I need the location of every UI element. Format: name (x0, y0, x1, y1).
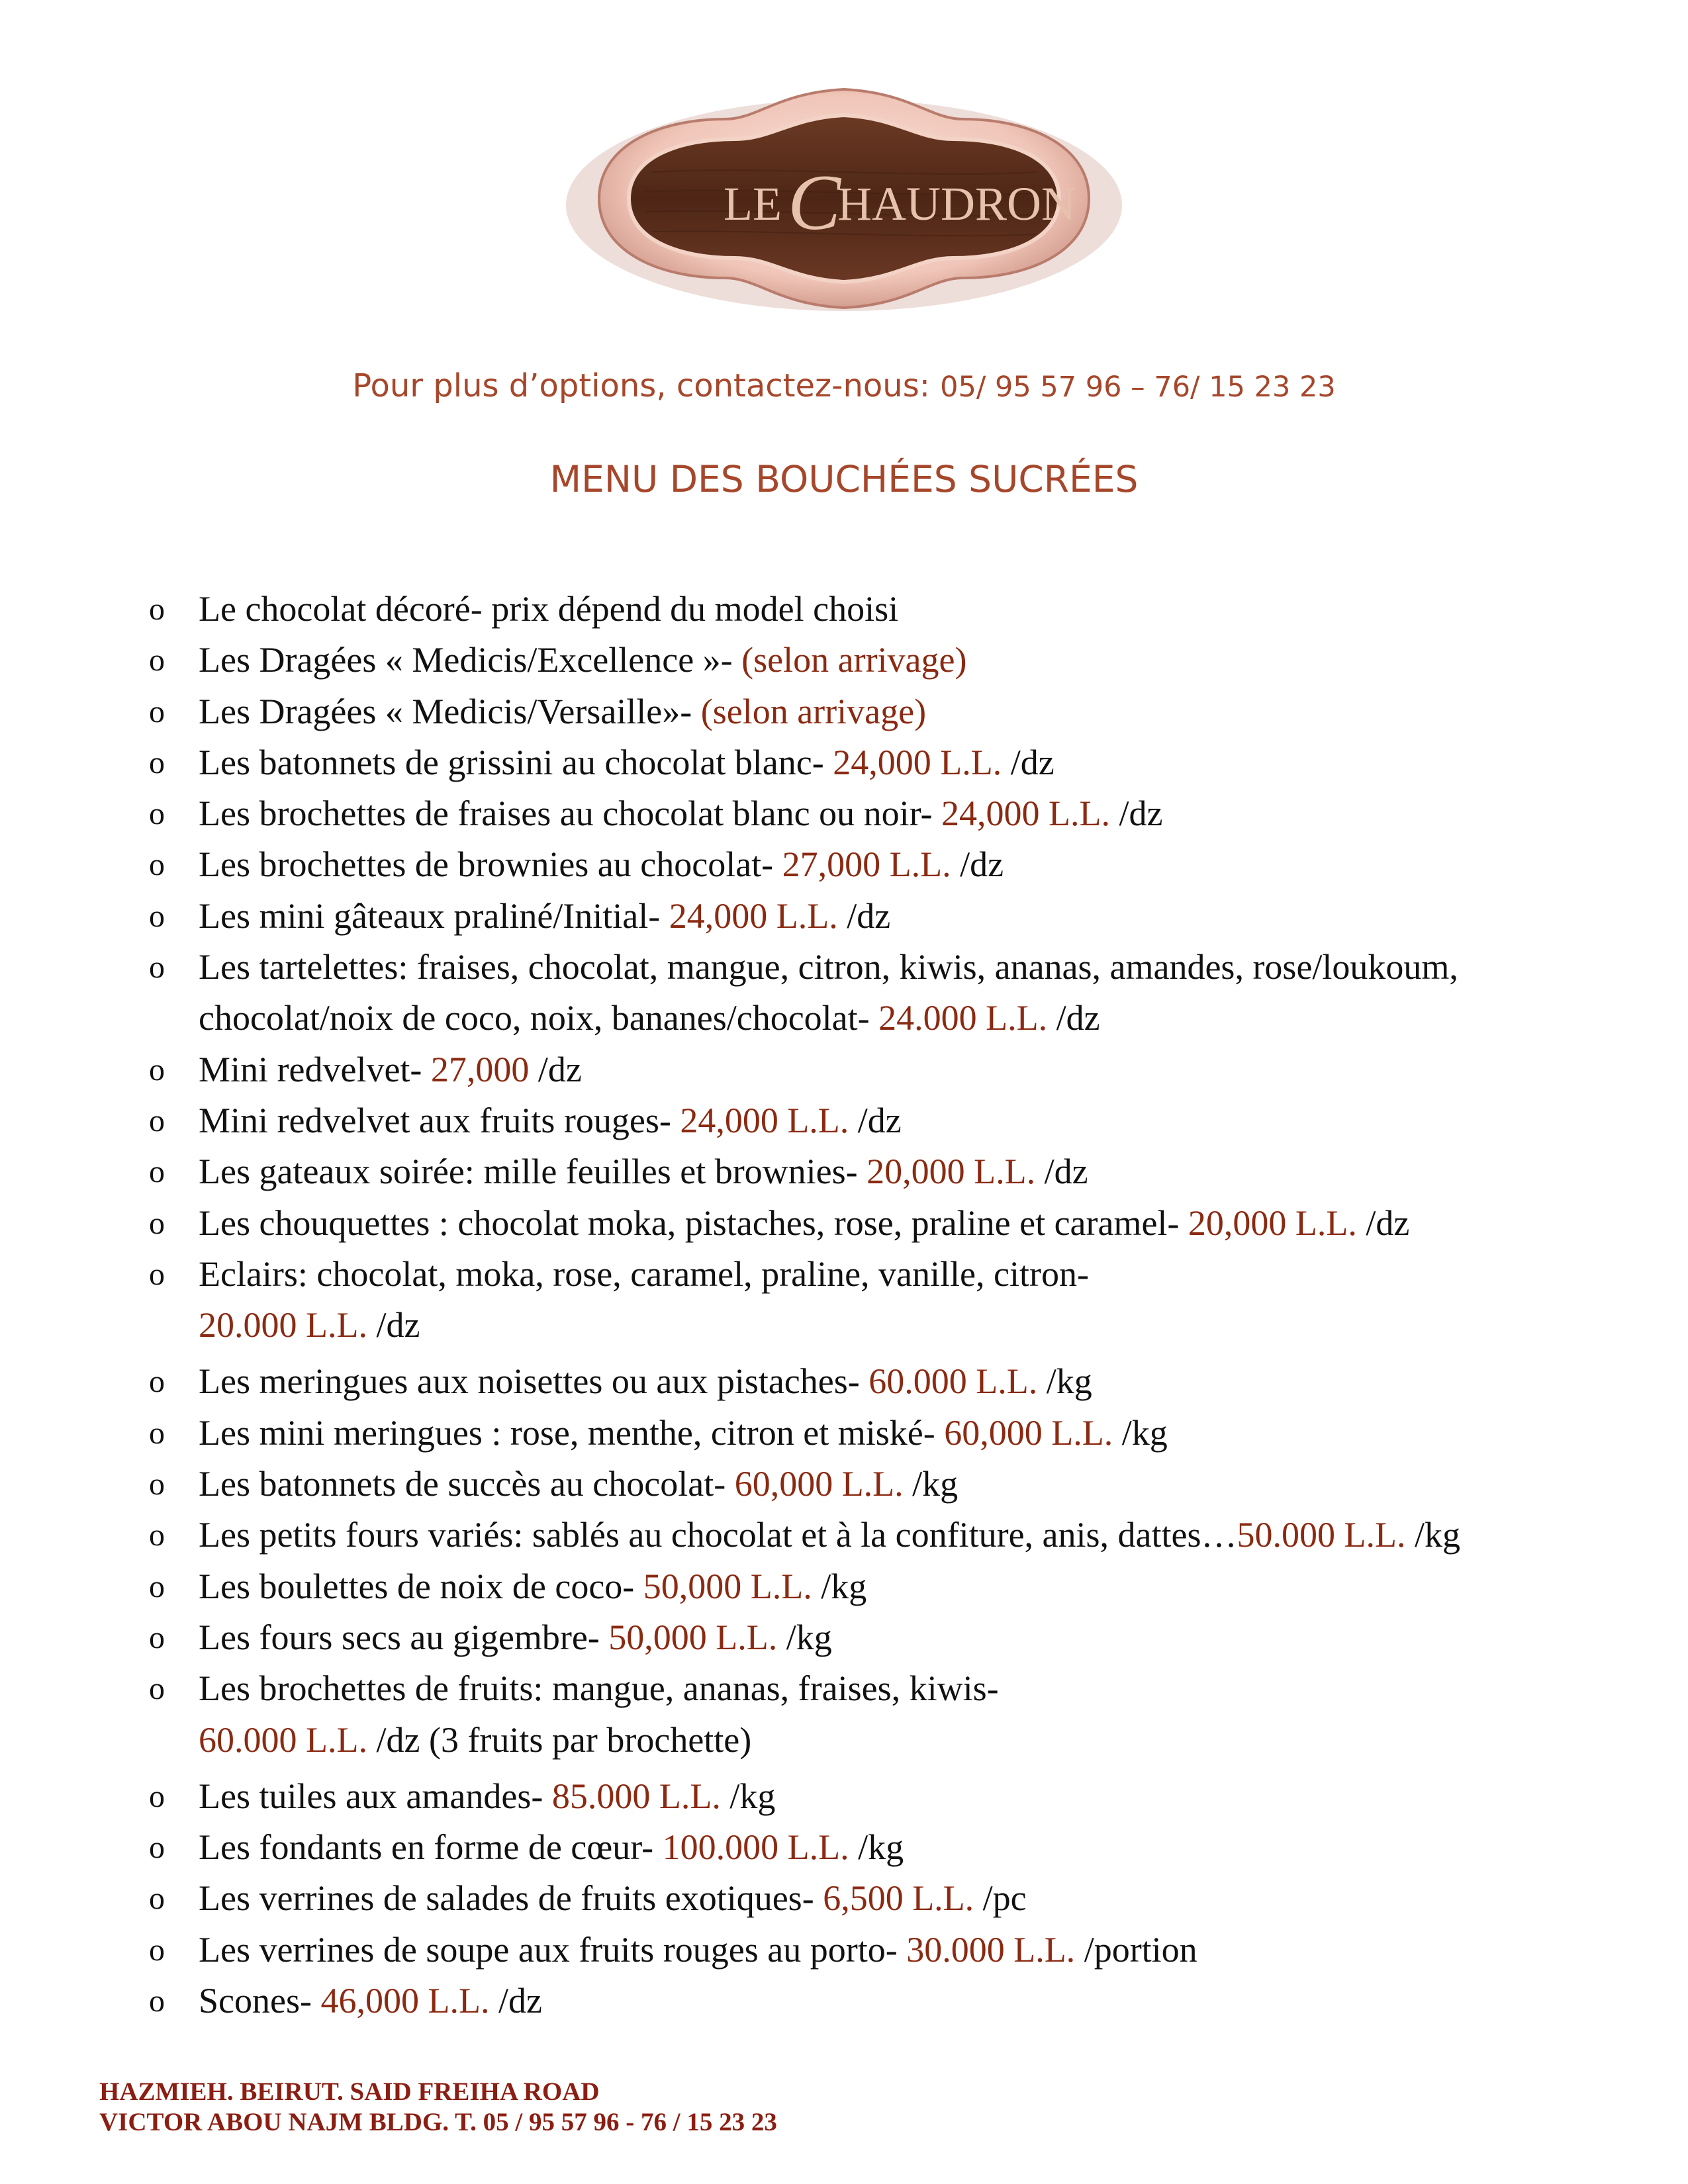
menu-title: MENU DES BOUCHÉES SUCRÉES (549, 458, 1139, 500)
bullet-icon: o (149, 1518, 165, 1553)
menu-item (149, 1198, 1579, 1249)
bullet-icon: o (149, 1052, 165, 1087)
menu-item-text: Les Dragées « Medicis/Versaille»- (199, 691, 701, 731)
bullet-icon: o (149, 1881, 165, 1917)
menu-item-price: 50,000 L.L. (643, 1566, 812, 1606)
menu-item-price: 27,000 L.L. (782, 844, 951, 885)
menu-item-unit: /dz (3 fruits par brochette) (367, 1719, 752, 1760)
bullet-icon: o (149, 1830, 165, 1866)
menu-item-price: 27,000 (430, 1049, 530, 1089)
contact-phones: 05/ 95 57 96 – 76/ 15 23 23 (940, 371, 1336, 404)
contact-label: Pour plus d’options, contactez-nous: (352, 367, 941, 404)
menu-item-text: Eclairs: chocolat, moka, rose, caramel, praline, vanille, citron- (199, 1253, 1089, 1294)
bullet-icon: o (149, 1671, 165, 1707)
bullet-icon: o (149, 1256, 165, 1292)
menu-item-unit: /kg (1113, 1412, 1168, 1453)
menu-item-price: 60.000 L.L. (868, 1361, 1038, 1402)
menu-item-text: Les batonnets de succès au chocolat- (199, 1464, 735, 1504)
menu-item-price: 20,000 L.L. (1188, 1203, 1357, 1243)
menu-item-price: 50,000 L.L. (608, 1617, 778, 1657)
bullet-icon: o (149, 1154, 165, 1190)
menu-item (149, 1925, 1579, 1976)
menu-item (149, 839, 1579, 890)
menu-item-text: Les brochettes de fruits: mangue, ananas, fraises, kiwis- (199, 1668, 999, 1709)
bullet-icon: o (149, 898, 165, 934)
bullet-icon: o (149, 950, 165, 985)
menu-item-unit: /dz (1002, 742, 1055, 782)
bullet-icon: o (149, 1205, 165, 1241)
menu-item (149, 1095, 1579, 1146)
menu-item-unit: /dz (951, 844, 1004, 885)
bullet-icon: o (149, 1619, 165, 1655)
le-chaudron-logo (559, 73, 1129, 324)
menu-item-text: Scones- (199, 1981, 321, 2021)
menu-item-text: Les meringues aux noisettes ou aux pistaches- (199, 1361, 869, 1402)
menu-item-unit: /dz (1035, 1152, 1088, 1192)
menu-item-text: Les tartelettes: fraises, chocolat, mangue, citron, kiwis, ananas, amandes, rose/loukoum, chocolat/noix de coco, noix, bananes/chocolat- (199, 947, 1458, 1038)
menu-list (149, 584, 1579, 2026)
bullet-icon: o (149, 1364, 165, 1400)
menu-item-unit: /pc (974, 1878, 1027, 1919)
menu-item-price: 50.000 L.L. (1237, 1515, 1406, 1555)
menu-item-price: 6,500 L.L. (823, 1878, 974, 1919)
menu-item-unit: /dz (1047, 998, 1100, 1038)
menu-item-price: 20,000 L.L. (867, 1152, 1036, 1192)
menu-item (149, 737, 1579, 788)
menu-item (149, 1356, 1579, 1407)
bullet-icon: o (149, 847, 165, 883)
bullet-icon: o (149, 643, 165, 678)
menu-item-text: Les tuiles aux amandes- (199, 1776, 552, 1816)
menu-item (149, 1146, 1579, 1197)
bullet-icon: o (149, 1415, 165, 1451)
menu-item-text: Les chouquettes : chocolat moka, pistaches, rose, praline et caramel- (199, 1203, 1188, 1243)
menu-item-unit: /kg (903, 1464, 959, 1504)
menu-item-text: Les gateaux soirée: mille feuilles et brownies- (199, 1152, 867, 1192)
menu-item-price: 30.000 L.L. (906, 1929, 1076, 1970)
menu-item-unit: /kg (812, 1566, 867, 1606)
footer-line-1: HAZMIEH. BEIRUT. SAID FREIHA ROAD (99, 2077, 600, 2106)
menu-item (149, 686, 1579, 737)
menu-item-price: 24,000 L.L. (941, 794, 1110, 834)
menu-item-text: Les brochettes de brownies au chocolat- (199, 844, 782, 885)
menu-item (149, 1612, 1579, 1663)
menu-item-unit: /kg (777, 1617, 832, 1657)
menu-item-text: Les batonnets de grissini au chocolat blanc- (199, 742, 833, 782)
menu-item-unit: /dz (1109, 794, 1163, 834)
menu-item-unit: /portion (1075, 1929, 1197, 1970)
bullet-icon: o (149, 1467, 165, 1502)
bullet-icon: o (149, 1983, 165, 2019)
menu-item-unit: /dz (849, 1100, 902, 1140)
menu-item-unit: /dz (367, 1305, 420, 1345)
menu-item-price: 24.000 L.L. (878, 998, 1048, 1038)
menu-item-unit: /dz (489, 1981, 542, 2021)
menu-item-text: Les brochettes de fraises au chocolat blanc ou noir- (199, 794, 941, 834)
menu-item-unit: /kg (720, 1776, 776, 1816)
menu-item (149, 1510, 1579, 1561)
menu-item-price: 24,000 L.L. (833, 742, 1002, 782)
bullet-icon: o (149, 796, 165, 832)
bullet-icon: o (149, 745, 165, 780)
menu-item-unit: /kg (1405, 1515, 1460, 1555)
menu-item (149, 1408, 1579, 1459)
menu-item (149, 1822, 1579, 1873)
menu-item-text: Les petits fours variés: sablés au chocolat et à la confiture, anis, dattes… (199, 1515, 1237, 1555)
menu-item-price: 60,000 L.L. (944, 1412, 1113, 1453)
menu-item-price: 24,000 L.L. (669, 895, 838, 936)
menu-item-unit: /dz (837, 895, 891, 936)
menu-item-price: 60,000 L.L. (734, 1464, 904, 1504)
menu-item (149, 788, 1579, 839)
bullet-icon: o (149, 592, 165, 627)
menu-item (149, 1249, 1579, 1351)
menu-item-price: 46,000 L.L. (320, 1981, 490, 2021)
menu-item (149, 942, 1579, 1044)
menu-item (149, 1771, 1579, 1822)
menu-item (149, 1044, 1579, 1095)
menu-item-price: (selon arrivage) (700, 691, 927, 731)
menu-item-text: Les Dragées « Medicis/Excellence »- (199, 640, 742, 680)
menu-item-price: 60.000 L.L. (199, 1719, 367, 1760)
menu-item-price: 85.000 L.L. (551, 1776, 721, 1816)
menu-item (149, 1459, 1579, 1510)
menu-item-unit: /dz (1356, 1203, 1410, 1243)
menu-item-text: Les boulettes de noix de coco- (199, 1566, 643, 1606)
bullet-icon: o (149, 1103, 165, 1138)
logo-text-left: LE (724, 177, 782, 230)
menu-item (149, 584, 1579, 635)
menu-item (149, 635, 1579, 686)
menu-item-unit: /kg (1037, 1361, 1092, 1402)
menu-item-text: Mini redvelvet- (199, 1049, 431, 1089)
menu-item (149, 1561, 1579, 1612)
menu-item-price: 20.000 L.L. (199, 1305, 367, 1345)
footer-address (99, 2077, 1291, 2138)
menu-item-price: (selon arrivage) (741, 640, 967, 680)
menu-item-text: Les mini meringues : rose, menthe, citron et miské- (199, 1412, 945, 1453)
bullet-icon: o (149, 694, 165, 729)
bullet-icon: o (149, 1932, 165, 1968)
menu-item (149, 1873, 1579, 1924)
menu-item (149, 891, 1579, 942)
menu-item-unit: /dz (529, 1049, 582, 1089)
menu-item-text: Les verrines de salades de fruits exotiques- (199, 1878, 823, 1919)
menu-item-text: Les mini gâteaux praliné/Initial- (199, 895, 669, 936)
menu-item (149, 1976, 1579, 2026)
menu-item-text: Mini redvelvet aux fruits rouges- (199, 1100, 680, 1140)
footer-line-2: VICTOR ABOU NAJM BLDG. T. 05 / 95 57 96 - 76 / 15 23 23 (99, 2108, 777, 2136)
logo-text-initial: C (788, 158, 841, 246)
menu-item-unit: /kg (849, 1827, 904, 1868)
bullet-icon: o (149, 1569, 165, 1604)
menu-item (149, 1663, 1579, 1766)
menu-item-price: 24,000 L.L. (680, 1100, 849, 1140)
menu-item-text: Les verrines de soupe aux fruits rouges au porto- (199, 1929, 907, 1970)
menu-item-text: Les fours secs au gigembre- (199, 1617, 609, 1657)
contact-line (0, 367, 1688, 404)
bullet-icon: o (149, 1778, 165, 1814)
menu-item-text: Le chocolat décoré- prix dépend du model choisi (199, 589, 899, 629)
menu-item-price: 100.000 L.L. (662, 1827, 849, 1868)
logo-text-right: HAUDRON (837, 177, 1076, 230)
menu-item-text: Les fondants en forme de cœur- (199, 1827, 663, 1868)
